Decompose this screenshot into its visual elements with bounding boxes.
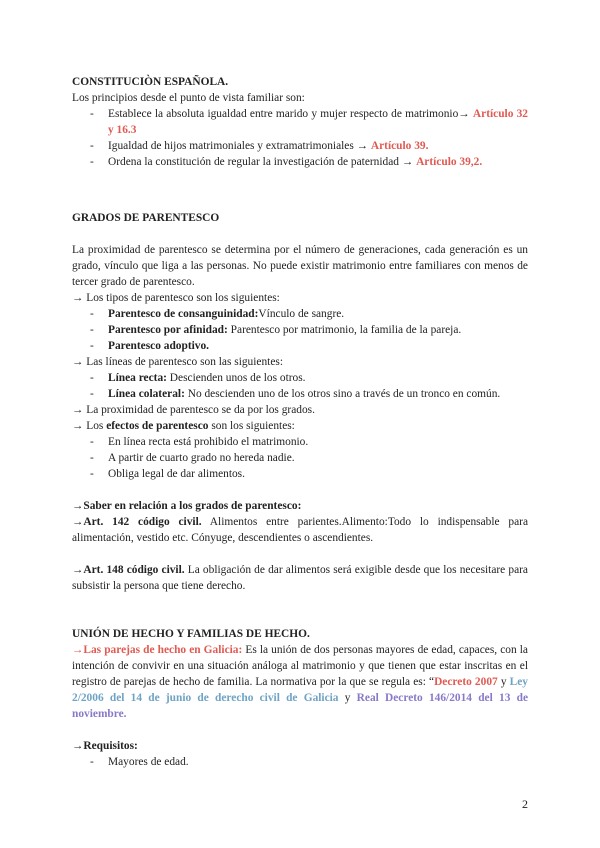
lines-intro: → Las líneas de parentesco son las siguientes: [72, 356, 283, 368]
list-item: - Obliga legal de dar alimentos. [72, 466, 528, 482]
list-item: - Parentesco adoptivo. [72, 338, 528, 354]
art148-paragraph: →Art. 148 código civil. La obligación de dar alimentos será exigible desde que los necesitare para subsistir la persona que tiene derecho. [72, 564, 528, 592]
types-intro: → Los tipos de parentesco son los siguientes: [72, 292, 280, 304]
list-item: - A partir de cuarto grado no hereda nadie. [72, 450, 528, 466]
principles-list [72, 106, 528, 170]
article-ref: Artículo 32 y 16.3 [108, 108, 528, 136]
effects-list [72, 434, 528, 482]
list-item: - Igualdad de hijos matrimoniales y extramatrimoniales → Artículo 39. [72, 138, 528, 154]
list-item: - Establece la absoluta igualdad entre marido y mujer respecto de matrimonio→ Artículo 32 y 16.3 [72, 106, 528, 138]
section-title-constitucion: CONSTITUCIÒN ESPAÑOLA. [72, 76, 229, 88]
art142-paragraph: →Art. 142 código civil. Alimentos entre parientes.Alimento:Todo lo indispensable para alimentación, vestido etc. Cónyuge, descendientes o ascendientes. [72, 516, 528, 544]
article-ref: Artículo 39,2. [416, 156, 483, 168]
parejas-paragraph: →Las parejas de hecho en Galicia: Es la unión de dos personas mayores de edad, capaces, con la intención de convivir en una situación análoga al matrimonio y que tienen que estar inscritas en el registro de parejas de hecho de familia. La normativa por la que se regula es: “Decreto 2007 y Ley 2/2006 del 14 de junio de derecho civil de Galicia y Real Decreto 146/2014 del 13 de noviembre. [72, 644, 529, 720]
effects-intro: → Los efectos de parentesco son los siguientes: [72, 420, 295, 432]
page-number: 2 [522, 797, 528, 811]
section-title-union: UNIÓN DE HECHO Y FAMILIAS DE HECHO. [72, 628, 310, 640]
requisitos-list [72, 754, 528, 770]
saber-title: →Saber en relación a los grados de parentesco: [72, 500, 302, 512]
list-item: - Parentesco de consanguinidad:Vínculo de sangre. [72, 306, 528, 322]
list-item: - Línea colateral: No descienden uno de los otros sino a través de un tronco en común. [72, 386, 528, 402]
types-list [72, 306, 528, 354]
decreto-ref: Decreto 2007 [434, 676, 498, 688]
requisitos-title: →Requisitos: [72, 740, 138, 752]
real-decreto-ref: Real Decreto 146/2014 del 13 de noviembre. [72, 692, 529, 720]
ley-ref: Ley 2/2006 del 14 de junio de derecho civil de Galicia [72, 676, 529, 704]
grados-paragraph: La proximidad de parentesco se determina por el número de generaciones, cada generación es un grado, vínculo que liga a las personas. No puede existir matrimonio entre familiares con menos de tercer grado de parentesco. [72, 244, 528, 288]
section-title-grados: GRADOS DE PARENTESCO [72, 212, 220, 224]
lines-list [72, 370, 528, 402]
page-content [72, 74, 528, 770]
list-item: - Ordena la constitución de regular la investigación de paternidad → Artículo 39,2. [72, 154, 528, 170]
proximity-line: → La proximidad de parentesco se da por los grados. [72, 404, 315, 416]
article-ref: Artículo 39. [370, 140, 429, 152]
section-intro: Los principios desde el punto de vista familiar son: [72, 92, 305, 104]
list-item: - Mayores de edad. [72, 754, 528, 770]
list-item: - Línea recta: Descienden unos de los otros. [72, 370, 528, 386]
list-item: - En línea recta está prohibido el matrimonio. [72, 434, 528, 450]
list-item: - Parentesco por afinidad: Parentesco por matrimonio, la familia de la pareja. [72, 322, 528, 338]
